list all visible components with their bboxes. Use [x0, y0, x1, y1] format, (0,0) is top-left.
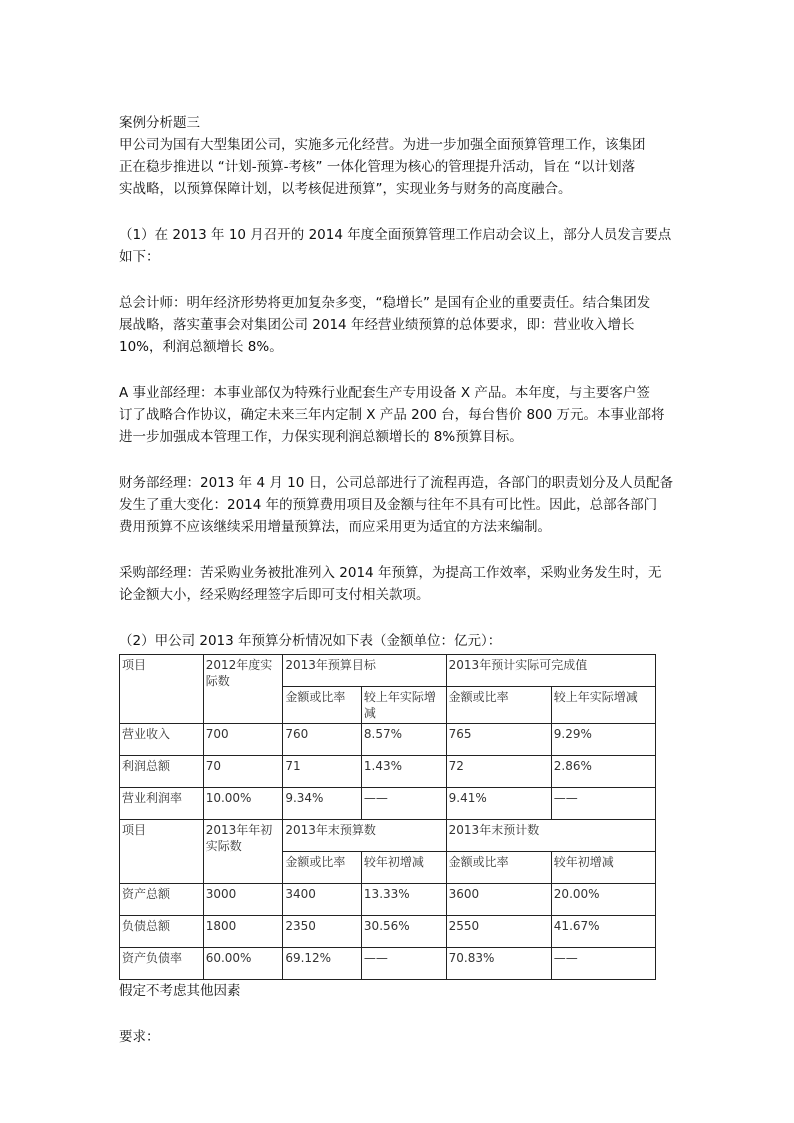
- header-cell: 2013年年初实际数: [203, 820, 283, 884]
- header-cell: 金额或比率: [283, 687, 362, 724]
- spacer: [119, 1002, 679, 1026]
- speech-division-a-line: 进一步加强成本管理工作，力保实现利润总额增长的 8%预算目标。: [119, 429, 523, 445]
- speech-cfo-line: 展战略，落实董事会对集团公司 2014 年经营业绩预算的总体要求，即：营业收入增长: [119, 317, 635, 333]
- table-cell: 营业利润率: [120, 788, 204, 820]
- header-cell: 金额或比率: [446, 687, 551, 724]
- table-cell: 69.12%: [283, 948, 362, 980]
- table-header-row: [120, 820, 656, 852]
- header-cell: 较年初增减: [551, 852, 655, 884]
- table-cell: ——: [361, 788, 446, 820]
- speech-procurement-line: 论金额大小，经采购经理签字后即可支付相关款项。: [119, 587, 430, 603]
- spacer: [119, 358, 679, 382]
- spacer: [119, 606, 679, 630]
- table-cell: 资产总额: [120, 884, 204, 916]
- header-cell: 2013年预算目标: [283, 655, 446, 687]
- header-cell: 项目: [120, 655, 204, 724]
- intro-line: 正在稳步推进以 “计划-预算-考核” 一体化管理为核心的管理提升活动，旨在 “以计划落: [119, 159, 636, 175]
- table-cell: 负债总额: [120, 916, 204, 948]
- table-cell: 营业收入: [120, 724, 204, 756]
- table-cell: 765: [446, 724, 551, 756]
- header-cell: 较年初增减: [361, 852, 446, 884]
- table-cell: 760: [283, 724, 362, 756]
- table-cell: ——: [551, 948, 655, 980]
- table-row: [120, 948, 656, 980]
- table-cell: 41.67%: [551, 916, 655, 948]
- speech-procurement-line: 采购部经理：苦采购业务被批准列入 2014 年预算，为提高工作效率，采购业务发生时，无: [119, 565, 662, 581]
- header-cell: 2013年预计实际可完成值: [446, 655, 655, 687]
- table-cell: 资产负债率: [120, 948, 204, 980]
- speech-finance-line: 费用预算不应该继续采用增量预算法，而应采用更为适宜的方法来编制。: [119, 519, 551, 535]
- table-cell: 72: [446, 756, 551, 788]
- speech-cfo-line: 总会计师：明年经济形势将更加复杂多变，“稳增长” 是国有企业的重要责任。结合集团发: [119, 295, 651, 311]
- requirements-label: 要求：: [119, 1029, 160, 1045]
- table-cell: 3000: [203, 884, 283, 916]
- table-row: [120, 916, 656, 948]
- header-cell: 较上年实际增减: [551, 687, 655, 724]
- speech-division-a-line: 订了战略合作协议，确定未来三年内定制 X 产品 200 台，每台售价 800 万元。本事业部将: [119, 407, 665, 423]
- header-cell: 项目: [120, 820, 204, 884]
- header-cell: 2013年末预算数: [283, 820, 446, 852]
- table-cell: 13.33%: [361, 884, 446, 916]
- speech-division-a-line: A 事业部经理：本事业部仅为特殊行业配套生产专用设备 X 产品。本年度，与主要客户签: [119, 385, 650, 401]
- speech-finance-line: 财务部经理：2013 年 4 月 10 日，公司总部进行了流程再造，各部门的职责划分及人员配备: [119, 475, 674, 491]
- section1-heading: 如下：: [119, 249, 160, 265]
- table-cell: 3600: [446, 884, 551, 916]
- table-cell: 70.83%: [446, 948, 551, 980]
- intro-line: 甲公司为国有大型集团公司，实施多元化经营。为进一步加强全面预算管理工作，该集团: [119, 137, 646, 153]
- table-cell: 70: [203, 756, 283, 788]
- table-cell: 30.56%: [361, 916, 446, 948]
- table-cell: 8.57%: [361, 724, 446, 756]
- table-cell: 71: [283, 756, 362, 788]
- spacer: [119, 200, 679, 224]
- table-cell: 9.29%: [551, 724, 655, 756]
- table-row: [120, 884, 656, 916]
- table-cell: 2550: [446, 916, 551, 948]
- table-cell: 9.34%: [283, 788, 362, 820]
- speech-cfo-line: 10%，利润总额增长 8%。: [119, 339, 283, 355]
- spacer: [119, 448, 679, 472]
- table-header-row: [120, 655, 656, 687]
- table-cell: 9.41%: [446, 788, 551, 820]
- header-cell: 较上年实际增减: [361, 687, 446, 724]
- table-cell: 60.00%: [203, 948, 283, 980]
- table-cell: ——: [551, 788, 655, 820]
- header-cell: 2013年末预计数: [446, 820, 655, 852]
- spacer: [119, 268, 679, 292]
- table-cell: ——: [361, 948, 446, 980]
- header-cell: 2012年度实际数: [203, 655, 283, 724]
- table-row: [120, 724, 656, 756]
- table-cell: 20.00%: [551, 884, 655, 916]
- case-title: 案例分析题三: [119, 115, 200, 131]
- document-page: [119, 112, 679, 1048]
- table-row: [120, 788, 656, 820]
- table-cell: 3400: [283, 884, 362, 916]
- budget-analysis-table: [119, 654, 656, 980]
- table-cell: 1.43%: [361, 756, 446, 788]
- header-cell: 金额或比率: [446, 852, 551, 884]
- header-cell: 金额或比率: [283, 852, 362, 884]
- table-cell: 700: [203, 724, 283, 756]
- table-cell: 10.00%: [203, 788, 283, 820]
- speech-finance-line: 发生了重大变化：2014 年的预算费用项目及金额与往年不具有可比性。因此，总部各部门: [119, 497, 658, 513]
- table-row: [120, 756, 656, 788]
- intro-line: 实战略，以预算保障计划，以考核促进预算”，实现业务与财务的高度融合。: [119, 181, 572, 197]
- table-cell: 利润总额: [120, 756, 204, 788]
- section2-heading: （2）甲公司 2013 年预算分析情况如下表（金额单位：亿元）：: [119, 633, 502, 649]
- section1-heading: （1）在 2013 年 10 月召开的 2014 年度全面预算管理工作启动会议上，部分人员发言要点: [119, 227, 672, 243]
- assumption-note: 假定不考虑其他因素: [119, 983, 241, 999]
- spacer: [119, 538, 679, 562]
- table-cell: 2.86%: [551, 756, 655, 788]
- table-cell: 2350: [283, 916, 362, 948]
- table-cell: 1800: [203, 916, 283, 948]
